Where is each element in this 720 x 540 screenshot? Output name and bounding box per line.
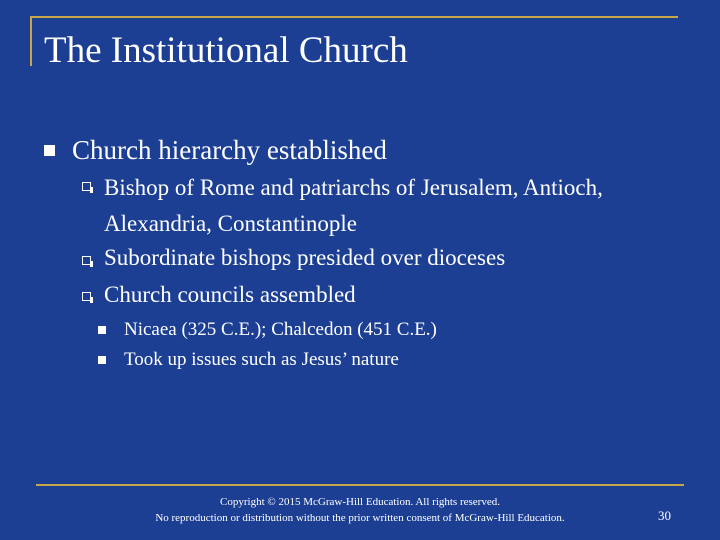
copyright-line-2: No reproduction or distribution without the prior written consent of McGraw-Hill Education. [155, 512, 565, 524]
sub-bullet-subordinate-bishops: Subordinate bishops presided over dioceses [104, 245, 506, 270]
small-square-bullet-icon [98, 356, 106, 364]
slide-title: The Institutional Church [44, 30, 408, 71]
page-number: 30 [658, 508, 671, 523]
small-square-bullet-icon [98, 326, 106, 334]
copyright-line-1: Copyright © 2015 McGraw-Hill Education. All rights reserved. [220, 496, 500, 508]
title-frame-top-rule [30, 16, 678, 18]
title-frame-left-rule [30, 16, 32, 66]
hollow-square-bullet-icon [82, 292, 91, 301]
bullet-church-hierarchy: Church hierarchy established [72, 135, 387, 165]
sub-sub-bullet-jesus-nature: Took up issues such as Jesus’ nature [124, 349, 399, 370]
copyright-notice [100, 494, 620, 526]
sub-bullet-church-councils: Church councils assembled [104, 282, 356, 307]
hollow-square-bullet-icon [82, 256, 91, 265]
sub-sub-bullet-nicaea: Nicaea (325 C.E.); Chalcedon (451 C.E.) [124, 319, 437, 340]
square-bullet-icon [44, 145, 55, 156]
hollow-square-bullet-icon [82, 182, 91, 191]
footer-rule [36, 484, 684, 486]
sub-bullet-bishop-of-rome: Bishop of Rome and patriarchs of Jerusalem, Antioch, Alexandria, Constantinople [104, 175, 603, 236]
